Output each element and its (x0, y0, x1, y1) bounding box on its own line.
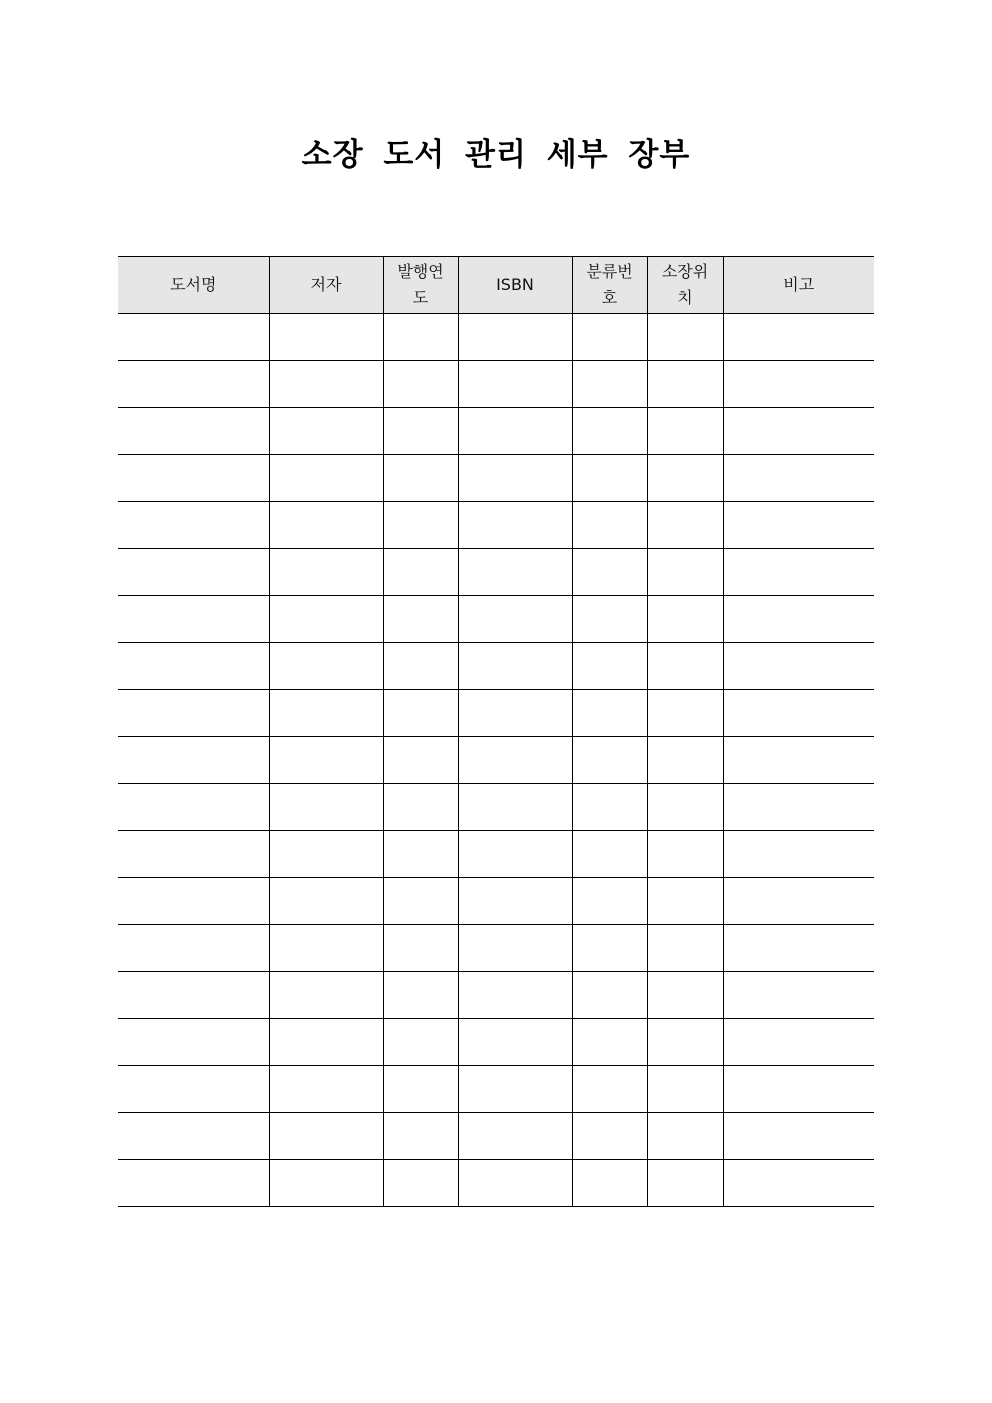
col-header-author: 저자 (269, 257, 383, 314)
table-cell[interactable] (723, 455, 874, 502)
table-cell[interactable] (723, 972, 874, 1019)
table-row (118, 455, 874, 502)
table-cell[interactable] (118, 314, 269, 361)
table-cell[interactable] (118, 737, 269, 784)
table-cell[interactable] (723, 737, 874, 784)
table-cell[interactable] (723, 502, 874, 549)
table-cell[interactable] (572, 972, 647, 1019)
table-cell[interactable] (572, 878, 647, 925)
table-cell[interactable] (383, 455, 458, 502)
table-cell[interactable] (647, 690, 723, 737)
table-cell[interactable] (458, 455, 572, 502)
table-cell[interactable] (118, 925, 269, 972)
table-cell[interactable] (458, 1113, 572, 1160)
table-row (118, 1066, 874, 1113)
table-cell[interactable] (269, 1019, 383, 1066)
table-cell[interactable] (647, 502, 723, 549)
table-cell[interactable] (572, 1160, 647, 1207)
table-row (118, 690, 874, 737)
table-cell[interactable] (118, 1066, 269, 1113)
table-cell[interactable] (572, 361, 647, 408)
table-cell[interactable] (723, 784, 874, 831)
table-cell[interactable] (572, 408, 647, 455)
table-cell[interactable] (383, 925, 458, 972)
table-cell[interactable] (118, 408, 269, 455)
table-cell[interactable] (269, 502, 383, 549)
table-cell[interactable] (118, 831, 269, 878)
table-cell[interactable] (647, 314, 723, 361)
table-cell[interactable] (647, 1113, 723, 1160)
table-cell[interactable] (458, 972, 572, 1019)
table-row (118, 1160, 874, 1207)
table-cell[interactable] (647, 408, 723, 455)
table-cell[interactable] (269, 361, 383, 408)
col-header-isbn: ISBN (458, 257, 572, 314)
table-cell[interactable] (572, 737, 647, 784)
table-cell[interactable] (118, 972, 269, 1019)
table-cell[interactable] (383, 502, 458, 549)
table-cell[interactable] (458, 784, 572, 831)
table-cell[interactable] (118, 878, 269, 925)
col-header-title: 도서명 (118, 257, 269, 314)
table-cell[interactable] (118, 502, 269, 549)
table-cell[interactable] (269, 314, 383, 361)
table-cell[interactable] (647, 878, 723, 925)
table-cell[interactable] (383, 596, 458, 643)
table-cell[interactable] (458, 1160, 572, 1207)
table-cell[interactable] (383, 690, 458, 737)
table-cell[interactable] (118, 455, 269, 502)
table-row (118, 972, 874, 1019)
table-cell[interactable] (572, 784, 647, 831)
table-cell[interactable] (383, 1019, 458, 1066)
table-cell[interactable] (118, 549, 269, 596)
table-cell[interactable] (383, 878, 458, 925)
table-row (118, 596, 874, 643)
table-cell[interactable] (269, 690, 383, 737)
table-cell[interactable] (572, 455, 647, 502)
table-cell[interactable] (723, 1113, 874, 1160)
table-cell[interactable] (647, 831, 723, 878)
col-header-pub-year: 발행연 도 (383, 257, 458, 314)
table-cell[interactable] (572, 643, 647, 690)
table-cell[interactable] (647, 925, 723, 972)
table-cell[interactable] (723, 878, 874, 925)
table-cell[interactable] (458, 502, 572, 549)
table-cell[interactable] (647, 361, 723, 408)
table-row (118, 784, 874, 831)
table-row (118, 925, 874, 972)
table-cell[interactable] (383, 1066, 458, 1113)
table-cell[interactable] (383, 784, 458, 831)
table-cell[interactable] (647, 1160, 723, 1207)
header-row (118, 257, 874, 314)
table-cell[interactable] (723, 643, 874, 690)
table-cell[interactable] (118, 643, 269, 690)
table-cell[interactable] (383, 314, 458, 361)
table-cell[interactable] (647, 972, 723, 1019)
table-row (118, 1113, 874, 1160)
table-cell[interactable] (383, 737, 458, 784)
table-cell[interactable] (723, 408, 874, 455)
table-cell[interactable] (118, 596, 269, 643)
table-row (118, 361, 874, 408)
table-cell[interactable] (269, 596, 383, 643)
table-cell[interactable] (458, 1019, 572, 1066)
ledger-body (118, 314, 874, 1207)
table-cell[interactable] (458, 408, 572, 455)
table-cell[interactable] (647, 737, 723, 784)
table-cell[interactable] (458, 690, 572, 737)
table-cell[interactable] (458, 925, 572, 972)
col-header-remarks: 비고 (723, 257, 874, 314)
table-cell[interactable] (458, 1066, 572, 1113)
table-cell[interactable] (647, 1019, 723, 1066)
table-cell[interactable] (647, 1066, 723, 1113)
table-cell[interactable] (458, 596, 572, 643)
table-cell[interactable] (383, 831, 458, 878)
table-row (118, 502, 874, 549)
table-cell[interactable] (723, 1019, 874, 1066)
col-header-location: 소장위 치 (647, 257, 723, 314)
table-cell[interactable] (118, 1113, 269, 1160)
table-cell[interactable] (572, 831, 647, 878)
table-cell[interactable] (269, 1066, 383, 1113)
table-row (118, 643, 874, 690)
table-cell[interactable] (269, 878, 383, 925)
table-cell[interactable] (458, 643, 572, 690)
table-cell[interactable] (572, 1113, 647, 1160)
table-row (118, 408, 874, 455)
table-cell[interactable] (383, 1113, 458, 1160)
table-cell[interactable] (723, 596, 874, 643)
table-cell[interactable] (572, 925, 647, 972)
table-cell[interactable] (458, 361, 572, 408)
table-cell[interactable] (118, 361, 269, 408)
table-cell[interactable] (572, 314, 647, 361)
table-cell[interactable] (723, 1066, 874, 1113)
table-cell[interactable] (647, 549, 723, 596)
table-cell[interactable] (572, 596, 647, 643)
table-row (118, 737, 874, 784)
table-cell[interactable] (458, 737, 572, 784)
table-cell[interactable] (723, 361, 874, 408)
col-header-class-number: 분류번 호 (572, 257, 647, 314)
table-cell[interactable] (383, 549, 458, 596)
table-cell[interactable] (383, 361, 458, 408)
table-cell[interactable] (383, 408, 458, 455)
table-cell[interactable] (269, 1113, 383, 1160)
table-cell[interactable] (572, 549, 647, 596)
table-cell[interactable] (458, 831, 572, 878)
table-cell[interactable] (572, 1019, 647, 1066)
table-cell[interactable] (269, 831, 383, 878)
table-cell[interactable] (723, 831, 874, 878)
page-title: 소장 도서 관리 세부 장부 (301, 137, 691, 173)
table-cell[interactable] (647, 596, 723, 643)
table-cell[interactable] (647, 643, 723, 690)
table-row (118, 831, 874, 878)
table-cell[interactable] (383, 1160, 458, 1207)
table-cell[interactable] (723, 925, 874, 972)
table-cell[interactable] (458, 314, 572, 361)
table-cell[interactable] (269, 737, 383, 784)
table-cell[interactable] (723, 549, 874, 596)
table-cell[interactable] (269, 408, 383, 455)
table-row (118, 314, 874, 361)
table-cell[interactable] (458, 878, 572, 925)
table-cell[interactable] (458, 549, 572, 596)
table-cell[interactable] (118, 690, 269, 737)
table-row (118, 549, 874, 596)
table-cell[interactable] (572, 690, 647, 737)
table-cell[interactable] (572, 1066, 647, 1113)
table-cell[interactable] (383, 643, 458, 690)
table-cell[interactable] (572, 502, 647, 549)
table-cell[interactable] (723, 314, 874, 361)
table-cell[interactable] (383, 972, 458, 1019)
table-row (118, 1019, 874, 1066)
table-cell[interactable] (647, 784, 723, 831)
table-cell[interactable] (269, 784, 383, 831)
table-cell[interactable] (647, 455, 723, 502)
table-cell[interactable] (118, 1019, 269, 1066)
table-cell[interactable] (269, 972, 383, 1019)
table-cell[interactable] (118, 1160, 269, 1207)
table-cell[interactable] (269, 643, 383, 690)
table-cell[interactable] (118, 784, 269, 831)
table-cell[interactable] (723, 690, 874, 737)
table-cell[interactable] (269, 925, 383, 972)
table-cell[interactable] (723, 1160, 874, 1207)
table-cell[interactable] (269, 455, 383, 502)
table-cell[interactable] (269, 1160, 383, 1207)
table-cell[interactable] (269, 549, 383, 596)
table-row (118, 878, 874, 925)
book-ledger-table (118, 256, 874, 1207)
